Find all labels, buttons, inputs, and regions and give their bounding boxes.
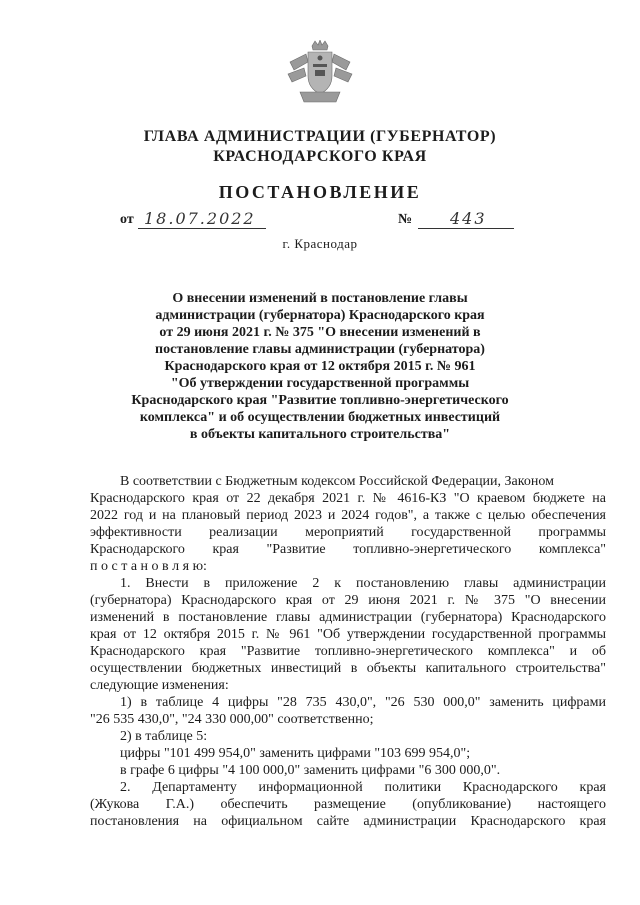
date-prefix: от bbox=[120, 212, 134, 227]
document-title-line: Краснодарского края от 12 октября 2015 г. № 961 bbox=[164, 359, 476, 374]
number-prefix: № bbox=[398, 212, 413, 227]
body-text-line: 2. Департаменту информационной политики Краснодарского края bbox=[120, 780, 606, 795]
body-text-line: постановления на официальном сайте администрации Краснодарского края bbox=[90, 814, 606, 829]
body-text-line: (губернатора) Краснодарского края от 29 июня 2021 г. № 375 "О внесении bbox=[90, 593, 606, 608]
body-text-line: "26 535 430,0", "24 330 000,00" соответственно; bbox=[90, 712, 374, 727]
body-text-line: следующие изменения: bbox=[90, 678, 229, 693]
date-field bbox=[138, 209, 266, 229]
body-text-line: 2022 год и на плановый период 2023 и 2024 годов", а также с целью обеспечения bbox=[90, 508, 606, 523]
body-text-line: (Жукова Г.А.) обеспечить размещение (опубликование) настоящего bbox=[90, 797, 606, 812]
document-title-line: комплекса" и об осуществлении бюджетных инвестиций bbox=[139, 410, 501, 425]
document-title-line: от 29 июня 2021 г. № 375 "О внесении изменений в bbox=[159, 325, 481, 340]
document-title-line: постановление главы администрации (губернатора) bbox=[155, 342, 485, 357]
document-title-line: администрации (губернатора) Краснодарского края bbox=[155, 308, 485, 323]
body-text-line: Краснодарского края "Развитие топливно-энергетического комплекса" и об bbox=[90, 644, 606, 659]
document-title-line: О внесении изменений в постановление главы bbox=[172, 291, 468, 306]
document-type: ПОСТАНОВЛЕНИЕ bbox=[218, 182, 422, 202]
body-text-line: Краснодарского края "Развитие топливно-энергетического комплекса" bbox=[90, 542, 606, 557]
body-text-line: цифры "101 499 954,0" заменить цифрами "103 699 954,0"; bbox=[120, 746, 471, 761]
body-text-line: 2) в таблице 5: bbox=[120, 729, 208, 744]
body-text-line: эффективности реализации мероприятий государственной программы bbox=[90, 525, 606, 540]
organization-title-line2: КРАСНОДАРСКОГО КРАЯ bbox=[213, 148, 427, 165]
body-text-line: в графе 6 цифры "4 100 000,0" заменить цифрами "6 300 000,0". bbox=[120, 763, 501, 778]
body-text-line: п о с т а н о в л я ю: bbox=[90, 559, 207, 574]
organization-title-line1: ГЛАВА АДМИНИСТРАЦИИ (ГУБЕРНАТОР) bbox=[143, 128, 497, 145]
body-text-line: 1) в таблице 4 цифры "28 735 430,0", "26 530 000,0" заменить цифрами bbox=[120, 695, 606, 710]
document-title-line: "Об утверждении государственной программы bbox=[170, 376, 470, 391]
body-text-line: В соответствии с Бюджетным кодексом Российской Федерации, Законом bbox=[120, 474, 554, 489]
coat-of-arms-emblem bbox=[286, 40, 354, 106]
document-title-line: Краснодарского края "Развитие топливно-энергетического bbox=[131, 393, 509, 408]
body-text-line: изменений в постановление главы администрации (губернатора) Краснодарского bbox=[90, 610, 606, 625]
body-text-line: осуществлении бюджетных инвестиций в объекты капитального строительства" bbox=[90, 661, 606, 676]
body-text-line: 1. Внести в приложение 2 к постановлению главы администрации bbox=[120, 576, 606, 591]
handwritten-number: 443 bbox=[450, 209, 487, 228]
document-title-line: в объекты капитального строительства" bbox=[189, 427, 451, 442]
city-line: г. Краснодар bbox=[282, 236, 358, 251]
body-text-line: края от 12 октября 2015 г. № 961 "Об утверждении государственной программы bbox=[90, 627, 606, 642]
body-text-line: Краснодарского края от 22 декабря 2021 г. № 4616-КЗ "О краевом бюджете на bbox=[90, 491, 606, 506]
handwritten-date: 18.07.2022 bbox=[144, 209, 256, 228]
number-field bbox=[418, 209, 514, 229]
